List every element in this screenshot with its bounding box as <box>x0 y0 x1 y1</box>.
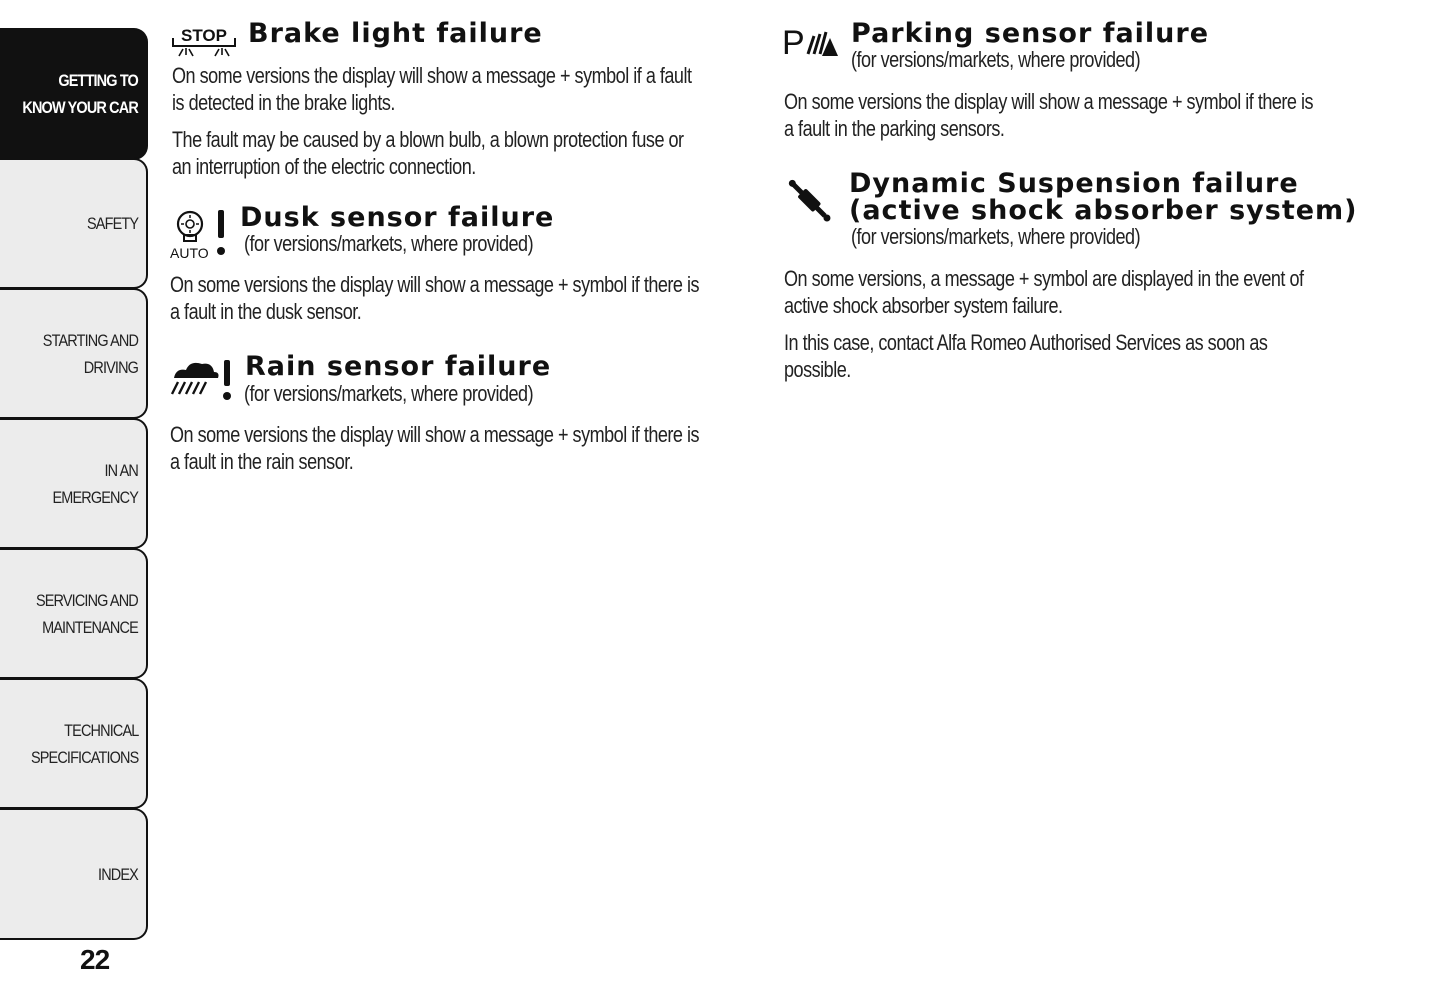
body-line: On some versions the display will show a message + symbol if a fault <box>172 63 692 88</box>
section-body <box>784 265 1304 383</box>
body-line: an interruption of the electric connection. <box>172 154 476 179</box>
section-subtitle: (for versions/markets, where provided) <box>244 231 534 256</box>
section-body <box>170 421 699 475</box>
tab-label: GETTING TO KNOW YOUR CAR <box>22 71 138 117</box>
rain-sensor-icon <box>168 356 236 404</box>
section-body <box>172 62 692 180</box>
body-line: a fault in the dusk sensor. <box>170 299 362 324</box>
body-line: is detected in the brake lights. <box>172 90 395 115</box>
tab-servicing-and-maintenance[interactable] <box>0 548 148 679</box>
body-line: The fault may be caused by a blown bulb, a blown protection fuse or <box>172 127 684 152</box>
section-subtitle: (for versions/markets, where provided) <box>244 381 534 406</box>
body-line: a fault in the parking sensors. <box>784 116 1005 141</box>
body-line: active shock absorber system failure. <box>784 293 1063 318</box>
tab-safety[interactable] <box>0 158 148 289</box>
tab-in-an-emergency[interactable] <box>0 418 148 549</box>
parking-p-text: P <box>782 24 805 60</box>
page-number: 22 <box>80 944 110 975</box>
tab-technical-specifications[interactable] <box>0 678 148 809</box>
title-line-1: Dynamic Suspension failure <box>849 168 1299 199</box>
body-line: On some versions the display will show a message + symbol if there is <box>170 422 700 447</box>
section-body <box>170 271 699 325</box>
tab-getting-to-know-your-car[interactable] <box>0 28 148 160</box>
shock-absorber-icon <box>782 172 838 230</box>
body-line: a fault in the rain sensor. <box>170 449 354 474</box>
body-line: On some versions the display will show a message + symbol if there is <box>170 272 700 297</box>
tab-label: STARTING AND DRIVING <box>42 330 138 377</box>
section-title <box>849 170 1358 224</box>
body-line: In this case, contact Alfa Romeo Authorised Services as soon as <box>784 330 1268 355</box>
tab-label: TECHNICAL SPECIFICATIONS <box>30 720 138 767</box>
tab-label: INDEX <box>98 864 138 884</box>
dusk-sensor-icon <box>168 204 234 262</box>
title-line-2: (active shock absorber system) <box>849 195 1358 226</box>
section-subtitle: (for versions/markets, where provided) <box>851 47 1141 72</box>
section-title: Rain sensor failure <box>245 351 552 382</box>
section-title: Parking sensor failure <box>851 18 1210 49</box>
section-title: Brake light failure <box>248 18 543 49</box>
tab-index[interactable] <box>0 808 148 940</box>
stop-text: STOP <box>181 26 227 45</box>
body-line: On some versions the display will show a message + symbol if there is <box>784 89 1314 114</box>
tab-label: IN AN EMERGENCY <box>52 460 138 507</box>
tab-label: SERVICING AND MAINTENANCE <box>36 590 138 637</box>
tab-starting-and-driving[interactable] <box>0 288 148 419</box>
body-line: On some versions, a message + symbol are displayed in the event of <box>784 266 1304 291</box>
auto-text: AUTO <box>170 245 209 261</box>
body-line: possible. <box>784 357 851 382</box>
section-body <box>784 88 1313 142</box>
parking-sensor-icon <box>782 24 842 60</box>
section-subtitle: (for versions/markets, where provided) <box>851 224 1141 249</box>
brake-light-icon <box>170 22 238 64</box>
tab-label: SAFETY <box>86 214 138 233</box>
section-title: Dusk sensor failure <box>240 202 555 233</box>
